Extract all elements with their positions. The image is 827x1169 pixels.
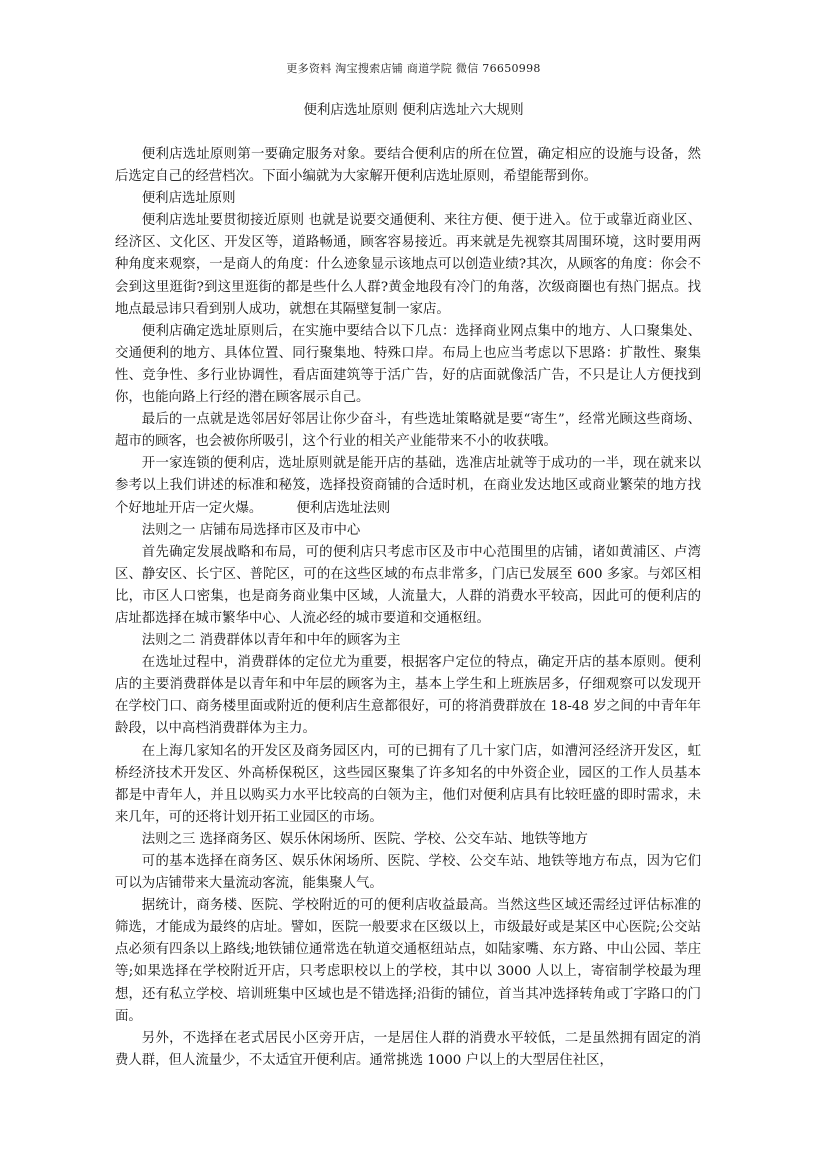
paragraph-chain-store bbox=[115, 453, 701, 519]
paragraph-rule-2: 在选址过程中，消费群体的定位尤为重要，根据客户定位的特点，确定开店的基本原则。便利店的主要消费群体是以青年和中年层的顾客为主，基本上学生和上班族居多，仔细观察可以发现开在学校门口、商务楼里面或附近的便利店生意都很好，可的将消费群放在 18-48 岁之间的中青年年龄段，以中高档消费群体为主力。 bbox=[115, 655, 701, 737]
section-heading-rules: 便利店选址法则 bbox=[296, 500, 391, 516]
paragraph-proximity: 便利店选址要贯彻接近原则 也就是说要交通便利、来往方便、便于进入。位于或靠近商业区、经济区、文化区、开发区等，道路畅通，顾客容易接近。再来就是先视察其周围环境，这时要用两种角度来观察，一是商人的角度：什么迹象显示该地点可以创造业绩?其次，从顾客的角度：你会不会到这里逛街?到这里逛街的都是些什么人群?黄金地段有冷门的角落，次级商圈也有热门据点。找地点最忌讳只看到别人成功，就想在其隔壁复制一家店。 bbox=[115, 213, 701, 317]
paragraph-dev-zones: 在上海几家知名的开发区及商务园区内，可的已拥有了几十家门店，如漕河泾经济开发区，虹桥经济技术开发区、外高桥保税区，这些园区聚集了许多知名的中外资企业，园区的工作人员基本都是中青年人，并且以购买力水平比较高的白领为主，他们对便利店具有比较旺盛的即时需求，未来几年，可的还将计划开拓工业园区的市场。 bbox=[115, 743, 701, 825]
paragraph-implementation: 便利店确定选址原则后，在实施中要结合以下几点：选择商业网点集中的地方、人口聚集处、交通便利的地方、具体位置、同行聚集地、特殊口岸。布局上也应当考虑以下思路：扩散性、聚集性、竞争性、多行业协调性，看店面建筑等于活广告，好的店面就像活广告，不只是让人方便找到你，也能向路上行经的潜在顾客展示自己。 bbox=[115, 323, 701, 406]
section-heading-principles: 便利店选址原则 bbox=[141, 191, 236, 207]
promo-header: 更多资料 淘宝搜索店铺 商道学院 微信 76650998 bbox=[286, 62, 541, 75]
paragraph-intro: 便利店选址原则第一要确定服务对象。要结合便利店的所在位置，确定相应的设施与设备，然后选定自己的经营档次。下面小编就为大家解开便利店选址原则，希望能帮到你。 bbox=[115, 147, 701, 185]
rule-1-heading: 法则之一 店铺布局选择市区及市中心 bbox=[141, 522, 361, 538]
document-body bbox=[115, 144, 701, 1072]
paragraph-chain-store-text: 开一家连锁的便利店，选址原则就是能开店的基础，选准店址就等于成功的一半，现在就来以参考以上我们讲述的标准和秘笈，选择投资商铺的合适时机，在商业发达地区或商业繁荣的地方找个好地址开店一定火爆。 bbox=[115, 456, 701, 516]
paragraph-statistics: 据统计，商务楼、医院、学校附近的可的便利店收益最高。当然这些区域还需经过评估标准的筛选，才能成为最终的店址。譬如，医院一般要求在区级以上，市级最好或是某区中心医院;公交站点必须有四条以上路线;地铁铺位通常选在轨道交通枢纽站点，如陆家嘴、东方路、中山公园、莘庄等;如果选择在学校附近开店，只考虑职校以上的学校，其中以 3000 人以上，寄宿制学校最为理想，还有私立学校、培训班集中区域也是不错选择;沿街的铺位，首当其冲选择转角或丁字路口的门面。 bbox=[115, 898, 701, 1024]
paragraph-rule-1: 首先确定发展战略和布局，可的便利店只考虑市区及市中心范围里的店铺，诸如黄浦区、卢湾区、静安区、长宁区、普陀区，可的在这些区域的布点非常多，门店已发展至 600 多家。与郊区相比，市区人口密集，也是商务商业集中区域，人流量大，人群的消费水平较高，因此可的便利店的店址都选择在城市繁华中心、人流必经的城市要道和交通枢纽。 bbox=[115, 544, 701, 626]
paragraph-rule-3: 可的基本选择在商务区、娱乐休闲场所、医院、学校、公交车站、地铁等地方布点，因为它们可以为店铺带来大量流动客流，能集聚人气。 bbox=[115, 854, 701, 892]
rule-3-heading: 法则之三 选择商务区、娱乐休闲场所、医院、学校、公交车站、地铁等地方 bbox=[141, 831, 588, 847]
paragraph-neighbors: 最后的一点就是选邻居好邻居让你少奋斗，有些选址策略就是要“寄生”，经常光顾这些商场、超市的顾客，也会被你所吸引，这个行业的相关产业能带来不小的收获哦。 bbox=[115, 412, 701, 450]
paragraph-residential: 另外，不选择在老式居民小区旁开店，一是居住人群的消费水平较低，二是虽然拥有固定的消费人群，但人流量少，不太适宜开便利店。通常挑选 1000 户以上的大型居住社区， bbox=[115, 1030, 701, 1068]
rule-2-heading: 法则之二 消费群体以青年和中年的顾客为主 bbox=[141, 633, 401, 649]
page-title: 便利店选址原则 便利店选址六大规则 bbox=[303, 102, 524, 118]
